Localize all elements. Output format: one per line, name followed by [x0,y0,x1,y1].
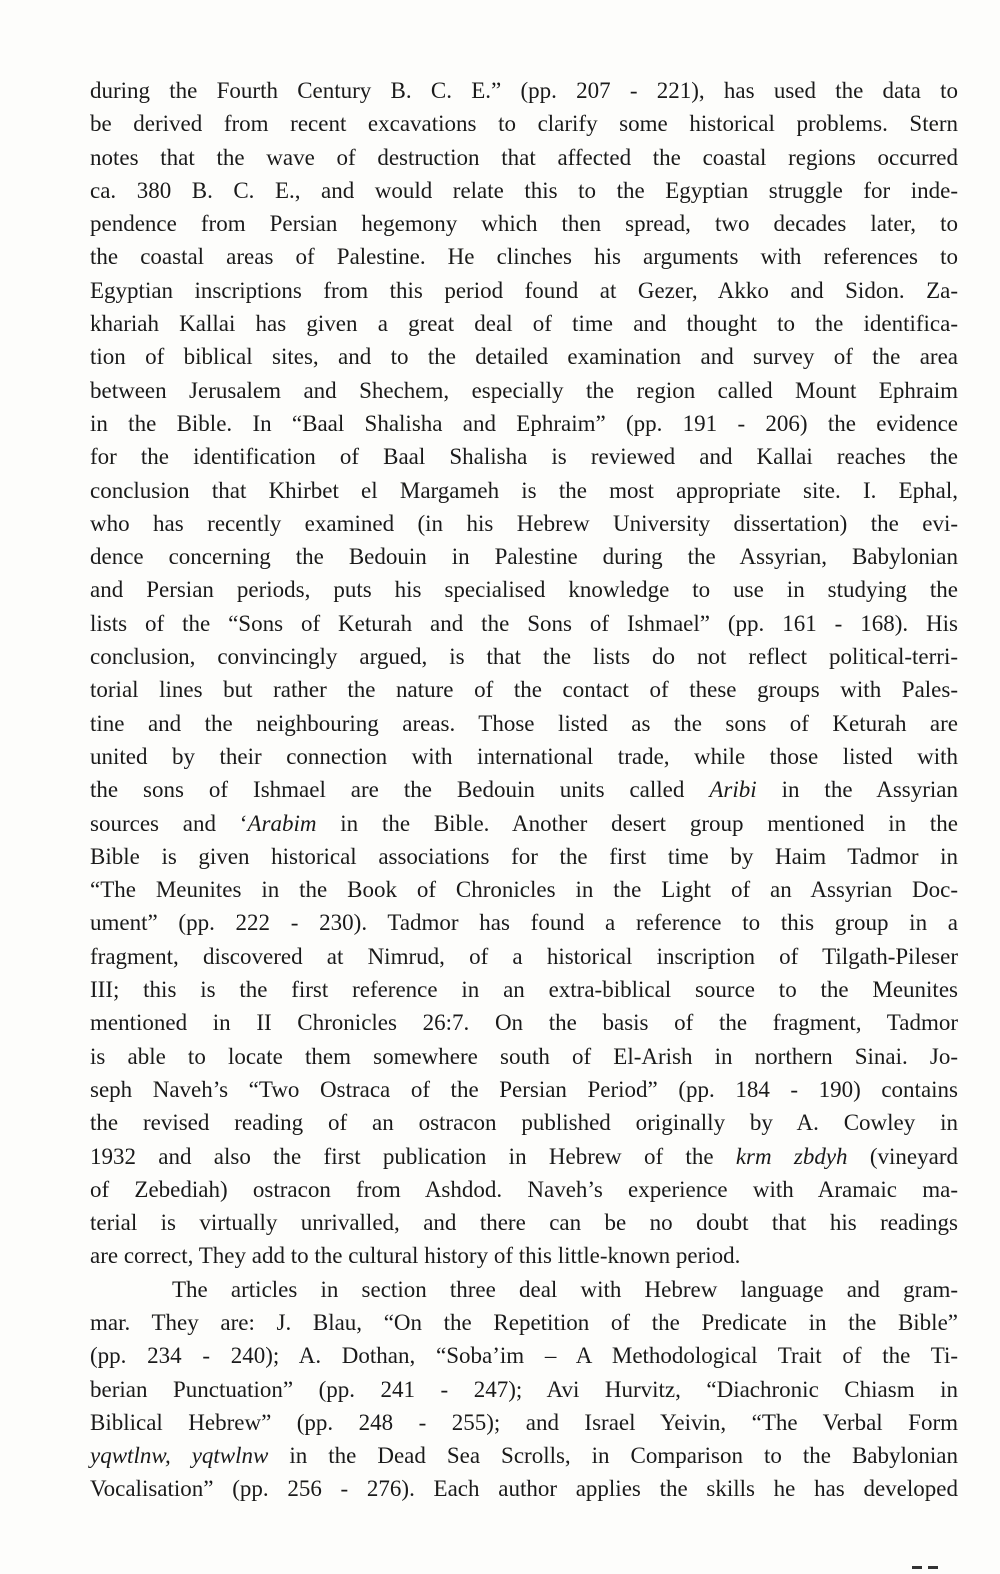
italic-term: yqwtlnw, yqtwlnw [90,1443,269,1469]
text-line: united by their connection with international trade, while those listed with [90,743,958,769]
text-span: sources and ‘ [90,810,248,836]
text-line: khariah Kallai has given a great deal of time and thought to the identifica- [90,311,958,337]
text-line: Egyptian inscriptions from this period found at Gezer, Akko and Sidon. Za- [90,277,958,303]
text-line: lists of the “Sons of Keturah and the Sons of Ishmael” (pp. 161 - 168). His [90,610,958,636]
text-line: seph Naveh’s “Two Ostraca of the Persian Period” (pp. 184 - 190) contains [90,1076,958,1102]
text-line: be derived from recent excavations to clarify some historical problems. Stern [90,111,958,137]
text-line: between Jerusalem and Shechem, especially the region called Mount Ephraim [90,377,958,403]
text-line [90,1439,958,1472]
text-span: the sons of Ishmael are the Bedouin units called [90,777,710,803]
text-span: 1932 and also the first publication in Hebrew of the [90,1143,736,1169]
paragraph-1 [90,74,958,1273]
page-number-fragment [912,1556,952,1562]
text-line: III; this is the first reference in an extra-biblical source to the Meunites [90,977,958,1003]
text-line: conclusion that Khirbet el Margameh is the most appropriate site. I. Ephal, [90,477,958,503]
text-line: in the Bible. In “Baal Shalisha and Ephraim” (pp. 191 - 206) the evidence [90,410,958,436]
text-line: tine and the neighbouring areas. Those listed as the sons of Keturah are [90,710,958,736]
text-line: dence concerning the Bedouin in Palestine during the Assyrian, Babylonian [90,544,958,570]
text-span: in the Assyrian [756,777,958,803]
text-span: in the Dead Sea Scrolls, in Comparison to the Babylonian [268,1443,958,1469]
text-line: notes that the wave of destruction that affected the coastal regions occurred [90,144,958,170]
text-line: is able to locate them somewhere south of El-Arish in northern Sinai. Jo- [90,1043,958,1069]
text-line: pendence from Persian hegemony which then spread, two decades later, to [90,211,958,237]
text-line: Vocalisation” (pp. 256 - 276). Each author applies the skills he has developed [90,1476,958,1502]
text-span: in the Bible. Another desert group mentioned in the [316,810,958,836]
ink-mark [912,1566,922,1569]
text-line: for the identification of Baal Shalisha is reviewed and Kallai reaches the [90,444,958,470]
text-line: “The Meunites in the Book of Chronicles in the Light of an Assyrian Doc- [90,877,958,903]
text-line: berian Punctuation” (pp. 241 - 247); Avi Hurvitz, “Diachronic Chiasm in [90,1376,958,1402]
text-line: are correct, They add to the cultural history of this little-known period. [90,1243,741,1269]
text-line: terial is virtually unrivalled, and there can be no doubt that his readings [90,1210,958,1236]
page-body [90,74,958,1506]
text-line: ca. 380 B. C. E., and would relate this to the Egyptian struggle for inde- [90,177,958,203]
text-line: during the Fourth Century B. C. E.” (pp. 207 - 221), has used the data to [90,78,958,103]
text-line: torial lines but rather the nature of the contact of these groups with Pales- [90,677,958,703]
text-line [90,1140,958,1173]
paragraph-2 [90,1273,958,1506]
text-line [90,807,958,840]
text-line: Biblical Hebrew” (pp. 248 - 255); and Israel Yeivin, “The Verbal Form [90,1409,958,1435]
text-line: the revised reading of an ostracon published originally by A. Cowley in [90,1110,958,1136]
text-line [90,773,958,806]
italic-term: Aribi [709,777,757,803]
text-line: Bible is given historical associations for the first time by Haim Tadmor in [90,843,958,869]
text-line: who has recently examined (in his Hebrew University dissertation) the evi- [90,510,958,536]
italic-term: krm zbdyh [735,1143,848,1169]
italic-term: Arabim [247,810,317,836]
text-line: of Zebediah) ostracon from Ashdod. Naveh’s experience with Aramaic ma- [90,1176,958,1202]
text-line: The articles in section three deal with Hebrew language and gram- [172,1276,958,1302]
text-line: mar. They are: J. Blau, “On the Repetition of the Predicate in the Bible” [90,1309,958,1335]
text-line: mentioned in II Chronicles 26:7. On the basis of the fragment, Tadmor [90,1010,958,1036]
text-span: (vineyard [847,1143,958,1169]
text-line: the coastal areas of Palestine. He clinches his arguments with references to [90,244,958,270]
text-line: fragment, discovered at Nimrud, of a historical inscription of Tilgath-Pileser [90,943,958,969]
text-line: (pp. 234 - 240); A. Dothan, “Soba’im – A Methodological Trait of the Ti- [90,1343,958,1369]
text-line: conclusion, convincingly argued, is that the lists do not reflect political-terri- [90,644,958,670]
ink-mark [928,1566,938,1569]
text-line: and Persian periods, puts his specialised knowledge to use in studying the [90,577,958,603]
text-line: ument” (pp. 222 - 230). Tadmor has found a reference to this group in a [90,910,958,936]
text-line: tion of biblical sites, and to the detailed examination and survey of the area [90,344,958,370]
